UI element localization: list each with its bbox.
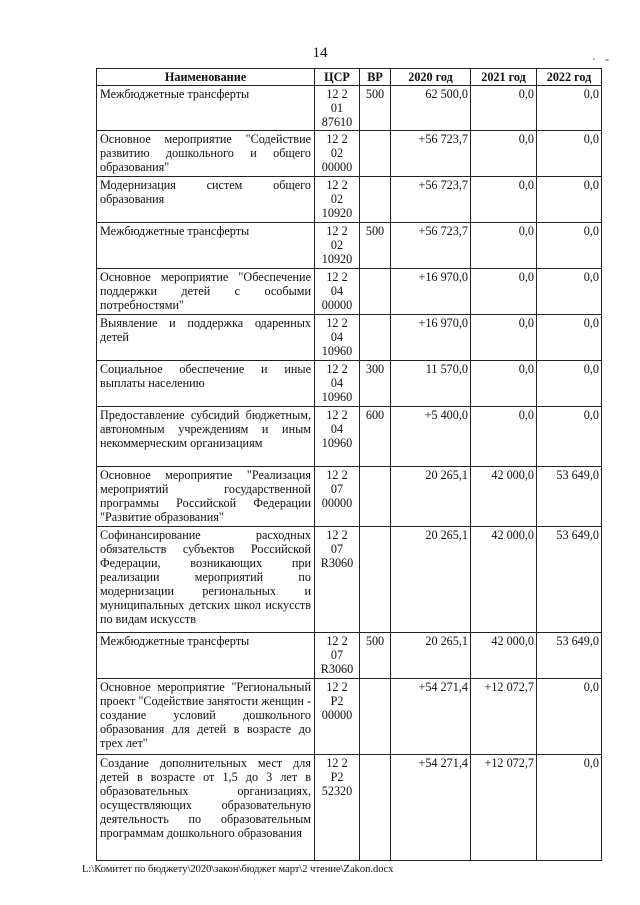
row-2022: 0,0 bbox=[537, 361, 602, 407]
row-name: Межбюджетные трансферты bbox=[97, 633, 315, 679]
table-row bbox=[97, 679, 602, 755]
row-vr: 500 bbox=[360, 633, 391, 679]
budget-table bbox=[96, 68, 602, 861]
row-name: Создание дополнительных мест для детей в возрасте от 1,5 до 3 лет в образовательных организациях, осуществляющих образовательную деятельность по образовательным программам дошкольного образования bbox=[97, 755, 315, 861]
row-2021: 0,0 bbox=[471, 177, 537, 223]
row-2021: 42 000,0 bbox=[471, 527, 537, 633]
row-2021: 0,0 bbox=[471, 269, 537, 315]
row-vr bbox=[360, 467, 391, 527]
row-2021: 42 000,0 bbox=[471, 633, 537, 679]
row-csr: 12 2 P2 52320 bbox=[315, 755, 360, 861]
row-2020: +56 723,7 bbox=[391, 131, 471, 177]
table-row bbox=[97, 86, 602, 131]
file-path-footer: L:\Комитет по бюджету\2020\закон\бюджет март\2 чтение\Zakon.docx bbox=[82, 864, 394, 875]
scan-mark: · - bbox=[592, 52, 609, 66]
row-csr: 12 2 02 10920 bbox=[315, 177, 360, 223]
row-csr: 12 2 02 10920 bbox=[315, 223, 360, 269]
row-2020: +56 723,7 bbox=[391, 223, 471, 269]
row-2020: +54 271,4 bbox=[391, 755, 471, 861]
row-2020: 20 265,1 bbox=[391, 527, 471, 633]
row-name: Межбюджетные трансферты bbox=[97, 223, 315, 269]
row-vr bbox=[360, 315, 391, 361]
header-name: Наименование bbox=[97, 69, 315, 86]
table-row bbox=[97, 223, 602, 269]
row-vr bbox=[360, 527, 391, 633]
row-2022: 0,0 bbox=[537, 223, 602, 269]
row-vr bbox=[360, 131, 391, 177]
row-2021: 0,0 bbox=[471, 315, 537, 361]
table-row bbox=[97, 633, 602, 679]
table-row bbox=[97, 407, 602, 467]
row-vr bbox=[360, 177, 391, 223]
row-2021: +12 072,7 bbox=[471, 755, 537, 861]
row-2022: 0,0 bbox=[537, 315, 602, 361]
row-2021: 0,0 bbox=[471, 361, 537, 407]
row-2021: 0,0 bbox=[471, 407, 537, 467]
header-csr: ЦСР bbox=[315, 69, 360, 86]
row-name: Выявление и поддержка одаренных детей bbox=[97, 315, 315, 361]
header-2021: 2021 год bbox=[471, 69, 537, 86]
row-2020: +56 723,7 bbox=[391, 177, 471, 223]
row-2020: +16 970,0 bbox=[391, 315, 471, 361]
header-2020: 2020 год bbox=[391, 69, 471, 86]
table-row bbox=[97, 177, 602, 223]
row-csr: 12 2 04 10960 bbox=[315, 315, 360, 361]
header-2022: 2022 год bbox=[537, 69, 602, 86]
table-row bbox=[97, 467, 602, 527]
row-name: Основное мероприятие "Содействие развитию дошкольного и общего образования" bbox=[97, 131, 315, 177]
row-vr: 500 bbox=[360, 86, 391, 131]
row-csr: 12 2 04 10960 bbox=[315, 361, 360, 407]
row-name: Социальное обеспечение и иные выплаты населению bbox=[97, 361, 315, 407]
row-name: Софинансирование расходных обязательств субъектов Российской Федерации, возникающих при реализации мероприятий по модернизации региональных и муниципальных детских школ искусств по видам искусств bbox=[97, 527, 315, 633]
row-2020: +16 970,0 bbox=[391, 269, 471, 315]
row-2021: 0,0 bbox=[471, 131, 537, 177]
row-2022: 0,0 bbox=[537, 407, 602, 467]
row-name: Модернизация систем общего образования bbox=[97, 177, 315, 223]
row-csr: 12 2 P2 00000 bbox=[315, 679, 360, 755]
table-header-row bbox=[97, 69, 602, 86]
table-row bbox=[97, 131, 602, 177]
table-row bbox=[97, 361, 602, 407]
row-2022: 0,0 bbox=[537, 131, 602, 177]
row-2021: 0,0 bbox=[471, 86, 537, 131]
row-2022: 53 649,0 bbox=[537, 633, 602, 679]
row-2022: 0,0 bbox=[537, 269, 602, 315]
row-2020: +54 271,4 bbox=[391, 679, 471, 755]
row-2020: +5 400,0 bbox=[391, 407, 471, 467]
row-2020: 20 265,1 bbox=[391, 633, 471, 679]
row-2020: 62 500,0 bbox=[391, 86, 471, 131]
row-2022: 0,0 bbox=[537, 679, 602, 755]
row-csr: 12 2 04 00000 bbox=[315, 269, 360, 315]
row-csr: 12 2 01 87610 bbox=[315, 86, 360, 131]
row-vr bbox=[360, 755, 391, 861]
row-vr bbox=[360, 679, 391, 755]
row-name: Основное мероприятие "Реализация мероприятий государственной программы Российской Федерации "Развитие образования" bbox=[97, 467, 315, 527]
row-2021: 0,0 bbox=[471, 223, 537, 269]
row-2022: 53 649,0 bbox=[537, 527, 602, 633]
row-vr: 300 bbox=[360, 361, 391, 407]
page-number: 14 bbox=[312, 45, 328, 61]
row-vr: 600 bbox=[360, 407, 391, 467]
row-name: Основное мероприятие "Обеспечение поддержки детей с особыми потребностями" bbox=[97, 269, 315, 315]
row-2020: 11 570,0 bbox=[391, 361, 471, 407]
row-2021: 42 000,0 bbox=[471, 467, 537, 527]
row-2022: 0,0 bbox=[537, 755, 602, 861]
row-2021: +12 072,7 bbox=[471, 679, 537, 755]
row-2020: 20 265,1 bbox=[391, 467, 471, 527]
row-vr: 500 bbox=[360, 223, 391, 269]
table-row bbox=[97, 315, 602, 361]
row-vr bbox=[360, 269, 391, 315]
row-csr: 12 2 02 00000 bbox=[315, 131, 360, 177]
row-csr: 12 2 04 10960 bbox=[315, 407, 360, 467]
row-csr: 12 2 07 R3060 bbox=[315, 633, 360, 679]
row-2022: 0,0 bbox=[537, 86, 602, 131]
row-name: Межбюджетные трансферты bbox=[97, 86, 315, 131]
table-row bbox=[97, 269, 602, 315]
header-vr: ВР bbox=[360, 69, 391, 86]
row-2022: 53 649,0 bbox=[537, 467, 602, 527]
row-2022: 0,0 bbox=[537, 177, 602, 223]
table-row bbox=[97, 755, 602, 861]
row-name: Предоставление субсидий бюджетным, автономным учреждениям и иным некоммерческим организациям bbox=[97, 407, 315, 467]
row-name: Основное мероприятие "Региональный проект "Содействие занятости женщин - создание условий дошкольного образования для детей в возрасте до трех лет" bbox=[97, 679, 315, 755]
row-csr: 12 2 07 00000 bbox=[315, 467, 360, 527]
row-csr: 12 2 07 R3060 bbox=[315, 527, 360, 633]
table-row bbox=[97, 527, 602, 633]
